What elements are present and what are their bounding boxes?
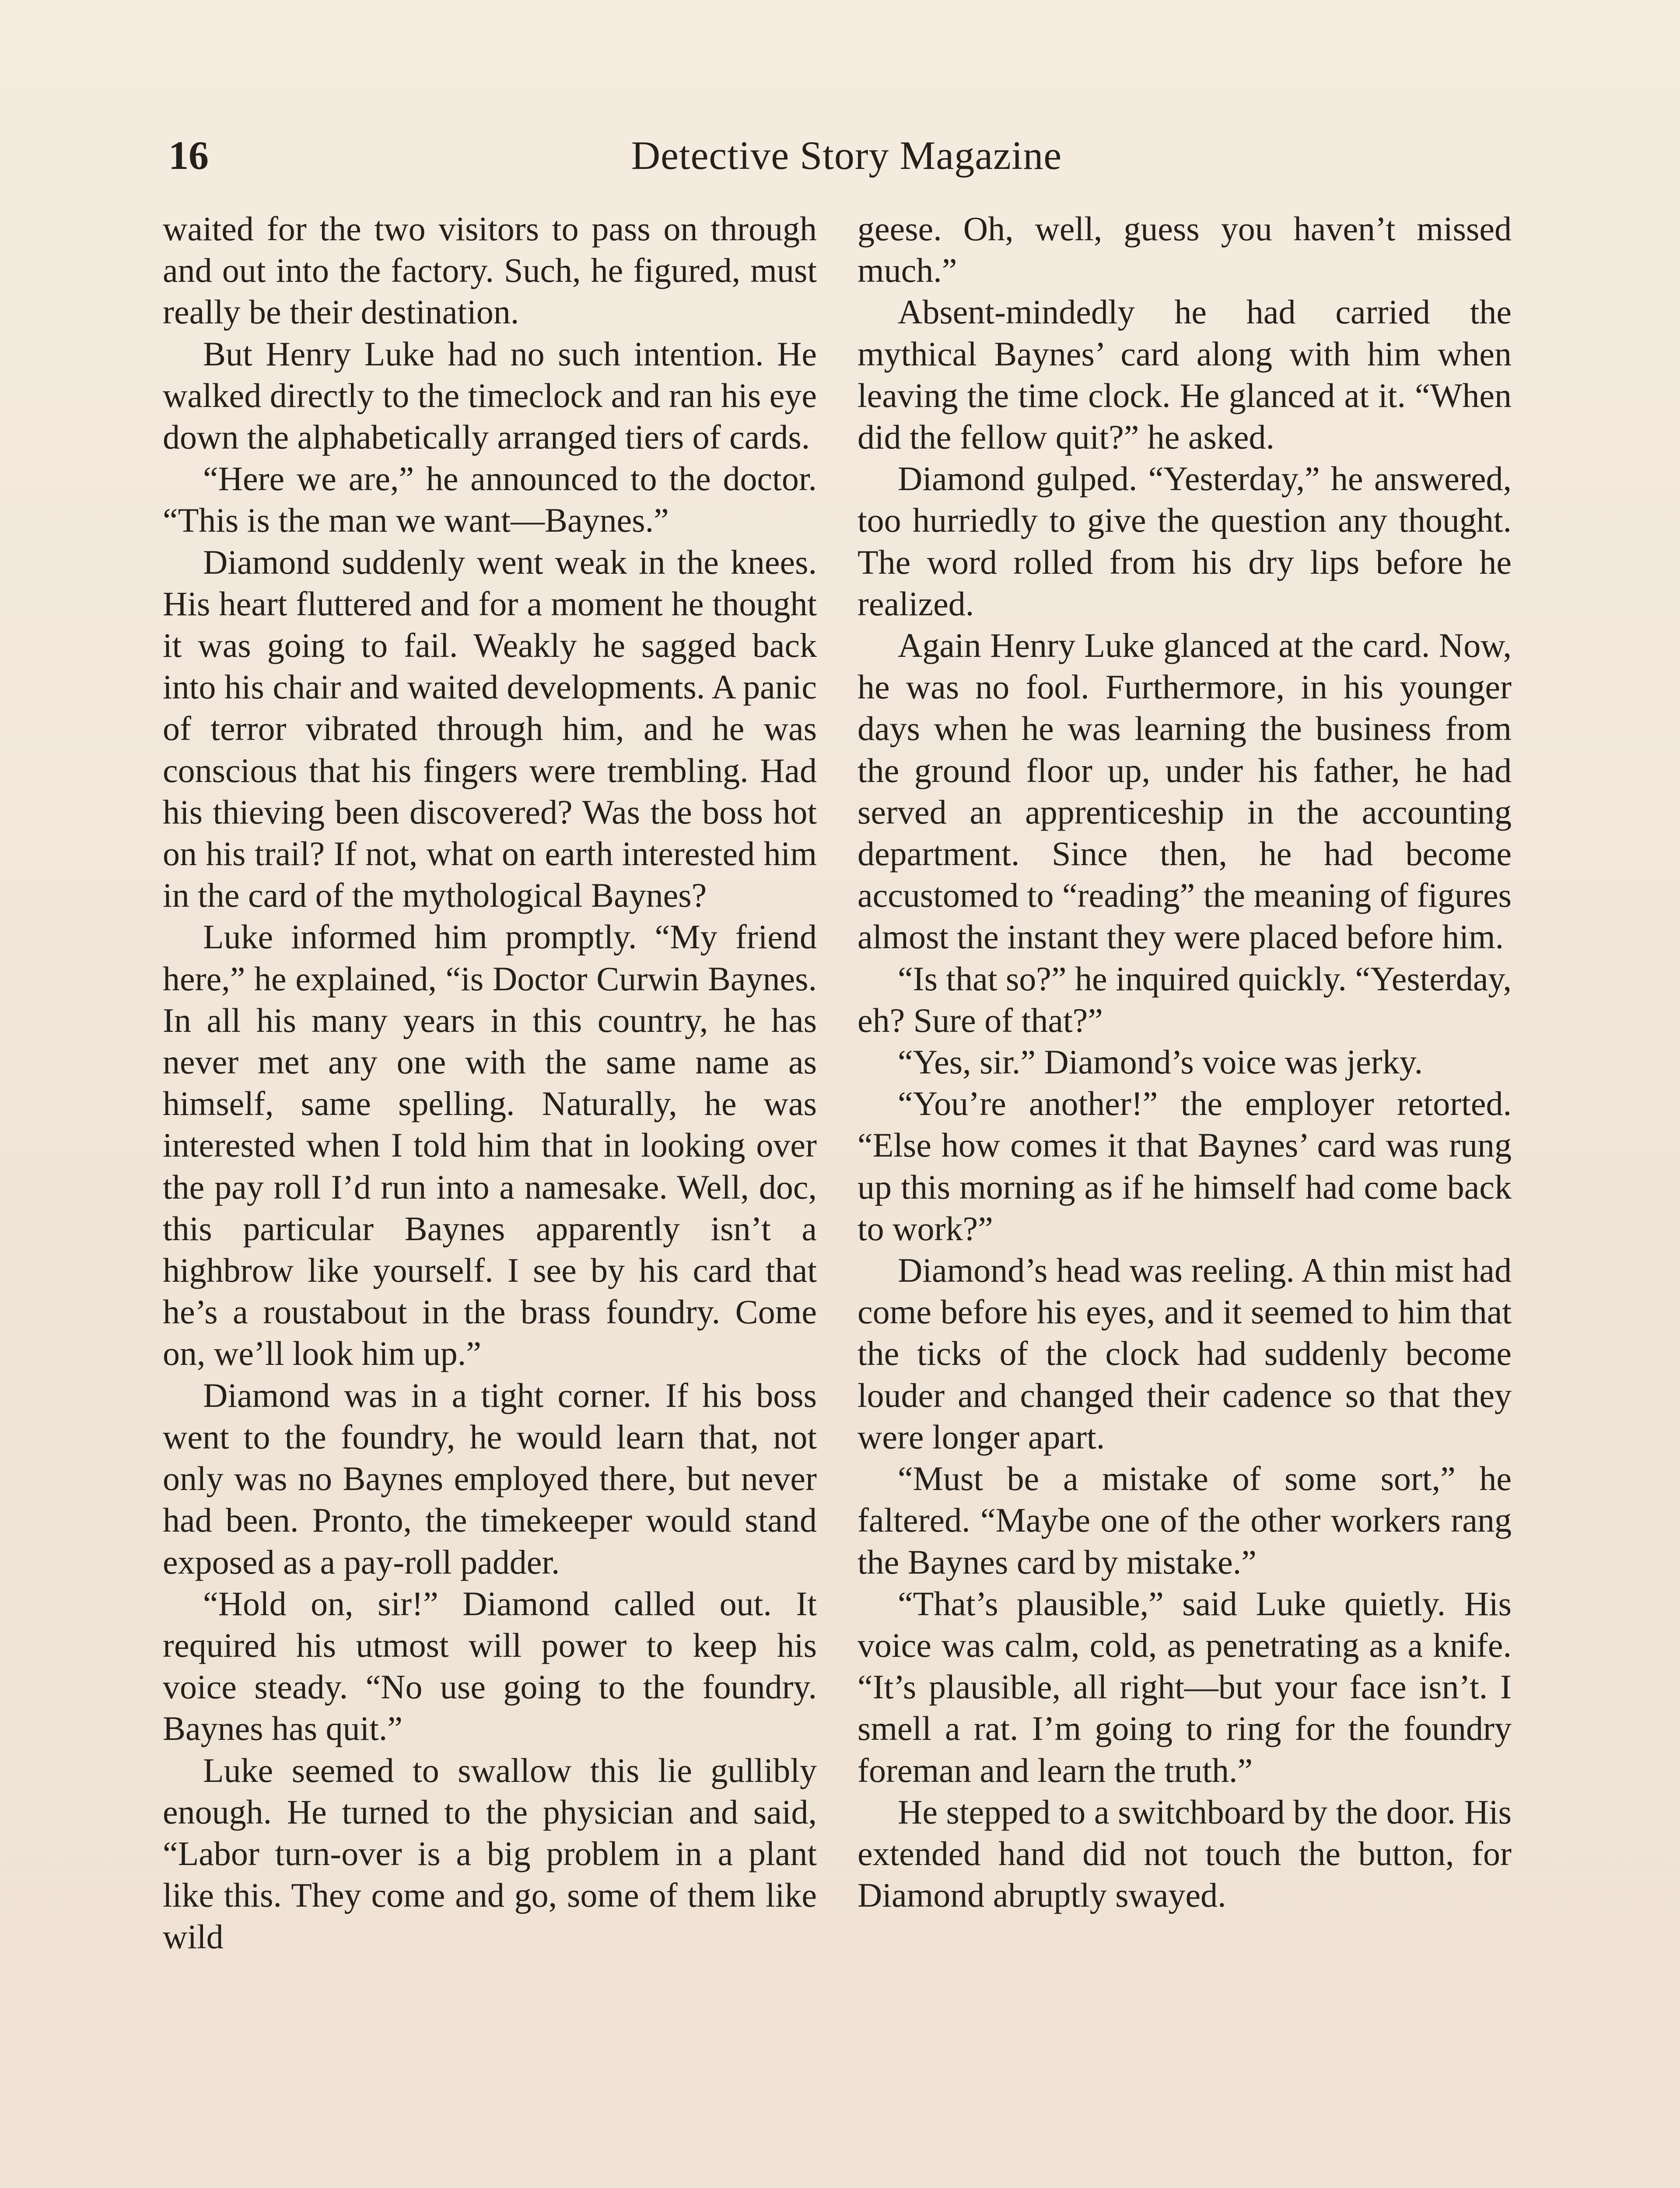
paragraph: Diamond’s head was reeling. A thin mist had come before his eyes, and it seemed to him that the ticks of the clock had suddenly become louder and changed their cadence so that they were longer apart. <box>858 1251 1512 1456</box>
paragraph: geese. Oh, well, guess you haven’t missed much.” <box>858 210 1512 290</box>
paragraph: But Henry Luke had no such intention. He walked directly to the timeclock and ran his eye down the alphabetically arranged tiers of cards. <box>163 334 817 456</box>
paragraph: Diamond was in a tight corner. If his boss went to the foundry, he would learn that, not only was no Baynes employed there, but never had been. Pronto, the timekeeper would stand exposed as a pay-roll padder. <box>163 1376 817 1581</box>
right-column <box>858 208 1512 1916</box>
paragraph: “Here we are,” he announced to the doctor. “This is the man we want—Baynes.” <box>163 459 817 540</box>
paragraph: waited for the two visitors to pass on through and out into the factory. Such, he figured, must really be their destination. <box>163 210 817 331</box>
paragraph: “Must be a mistake of some sort,” he faltered. “Maybe one of the other workers rang the Baynes card by mistake.” <box>858 1459 1512 1581</box>
paragraph: Luke seemed to swallow this lie gullibly enough. He turned to the physician and said, “Labor turn-over is a big problem in a plant like this. They come and go, some of them like wild <box>163 1751 817 1956</box>
paragraph: Again Henry Luke glanced at the card. Now, he was no fool. Furthermore, in his younger days when he was learning the business from the ground floor up, under his father, he had served an apprenticeship in the accounting department. Since then, he had become accustomed to “reading” the meaning of figures almost the instant they were placed before him. <box>858 626 1512 956</box>
magazine-title: Detective Story Magazine <box>631 133 1062 178</box>
paragraph: “You’re another!” the employer retorted. “Else how comes it that Baynes’ card was rung up this morning as if he himself had come back to work?” <box>858 1084 1512 1248</box>
paragraph: Luke informed him promptly. “My friend here,” he explained, “is Doctor Curwin Baynes. In all his many years in this country, he has never met any one with the same name as himself, same spelling. Naturally, he was interested when I told him that in looking over the pay roll I’d run into a namesake. Well, doc, this particular Baynes apparently isn’t a highbrow like yourself. I see by his card that he’s a roustabout in the brass foundry. Come on, we’ll look him up.” <box>163 918 817 1373</box>
page-header <box>160 127 1533 188</box>
paragraph: “Hold on, sir!” Diamond called out. It required his utmost will power to keep his voice steady. “No use going to the foundry. Baynes has quit.” <box>163 1584 817 1748</box>
paragraph: Diamond suddenly went weak in the knees. His heart fluttered and for a moment he thought it was going to fail. Weakly he sagged back into his chair and waited developments. A panic of terror vibrated through him, and he was conscious that his fingers were trembling. Had his thieving been discovered? Was the boss hot on his trail? If not, what on earth interested him in the card of the mythological Baynes? <box>163 543 817 915</box>
paragraph: “Is that so?” he inquired quickly. “Yesterday, eh? Sure of that?” <box>858 959 1512 1039</box>
left-column <box>163 208 817 1958</box>
paragraph: “That’s plausible,” said Luke quietly. His voice was calm, cold, as penetrating as a knife. “It’s plausible, all right—but your face isn’t. I smell a rat. I’m going to ring for the foundry foreman and learn the truth.” <box>858 1584 1512 1789</box>
page-number: 16 <box>168 133 209 178</box>
paragraph: Diamond gulped. “Yesterday,” he answered, too hurriedly to give the question any thought. The word rolled from his dry lips before he realized. <box>858 459 1512 623</box>
paragraph: He stepped to a switchboard by the door. His extended hand did not touch the button, for Diamond abruptly swayed. <box>858 1792 1512 1914</box>
paragraph: Absent-mindedly he had carried the mythical Baynes’ card along with him when leaving the time clock. He glanced at it. “When did the fellow quit?” he asked. <box>858 293 1512 456</box>
paragraph: “Yes, sir.” Diamond’s voice was jerky. <box>898 1043 1423 1081</box>
